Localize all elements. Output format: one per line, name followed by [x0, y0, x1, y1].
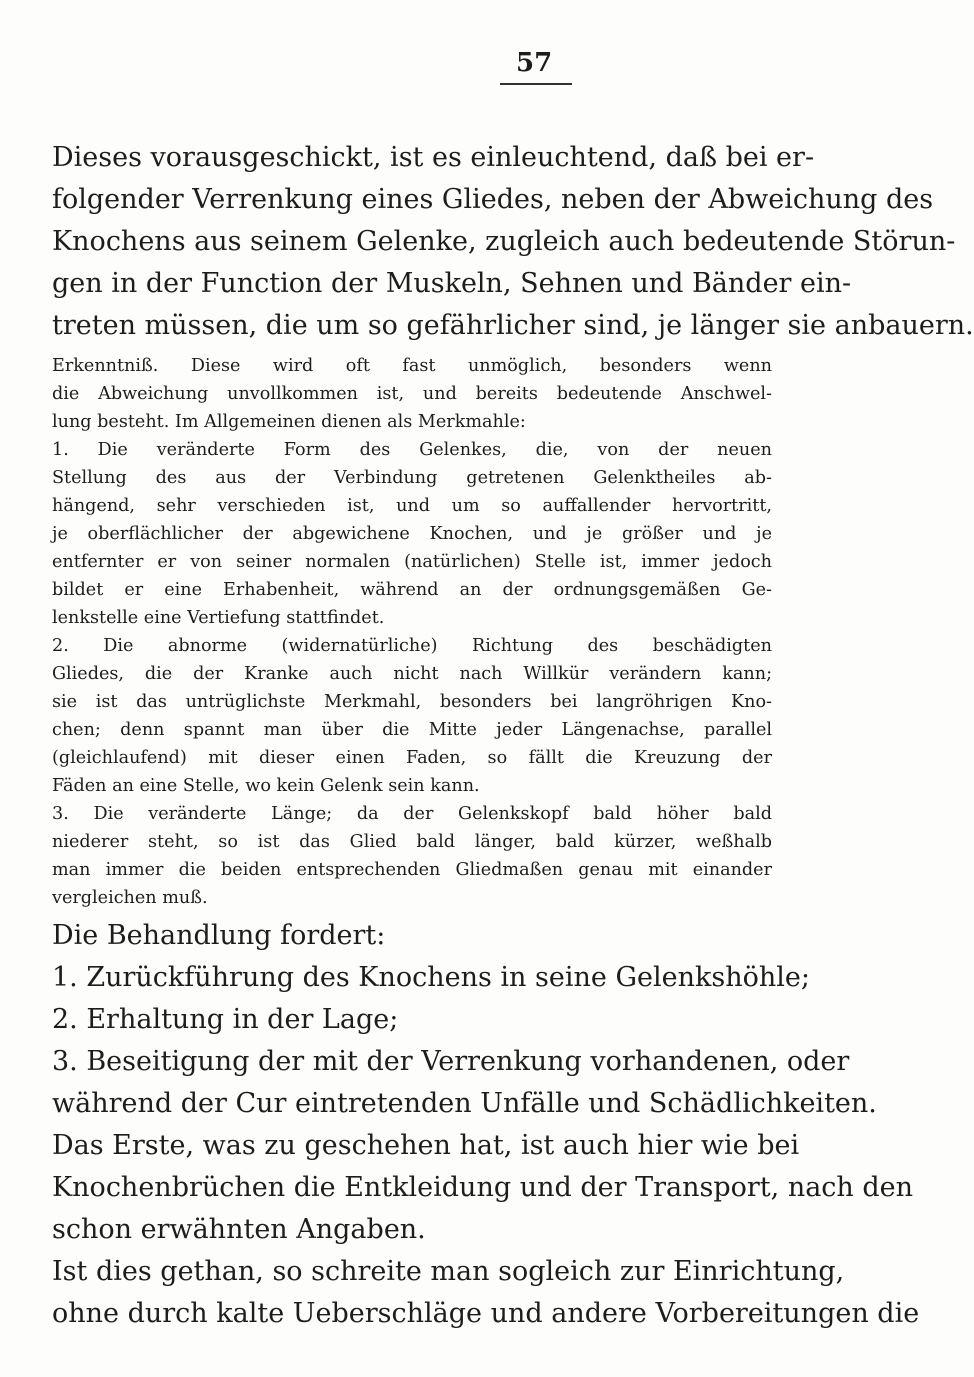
text-line: 3. Beseitigung der mit der Verrenkung vorhandenen, oder [52, 1046, 850, 1077]
text-line: treten müssen, die um so gefährlicher sind, je länger sie anbauern. [52, 310, 974, 341]
text-line: ohne durch kalte Ueberschläge und andere Vorbereitungen die [52, 1298, 920, 1329]
text-line: entfernter er von seiner normalen (natürlichen) Stelle ist, immer jedoch [52, 552, 772, 572]
text-line: niederer steht, so ist das Glied bald länger, bald kürzer, weßhalb [52, 832, 772, 852]
text-line: folgender Verrenkung eines Gliedes, neben der Abweichung des [52, 184, 934, 215]
text-line: Erkenntniß. Diese wird oft fast unmöglich, besonders wenn [52, 356, 772, 376]
page-number: 57 [516, 48, 553, 78]
text-line: sie ist das untrüglichste Merkmahl, besonders bei langröhrigen Kno- [52, 692, 772, 712]
text-line: 2. Die abnorme (widernatürliche) Richtung des beschädigten [52, 636, 772, 656]
text-line: Fäden an eine Stelle, wo kein Gelenk sein kann. [52, 776, 480, 796]
text-line: 2. Erhaltung in der Lage; [52, 1004, 399, 1035]
text-line: hängend, sehr verschieden ist, und um so auffallender hervortritt, [52, 496, 772, 516]
text-line: Ist dies gethan, so schreite man sogleich zur Einrichtung, [52, 1256, 845, 1287]
text-line: die Abweichung unvollkommen ist, und bereits bedeutende Anschwel- [52, 384, 772, 404]
text-line: je oberflächlicher der abgewichene Knochen, und je größer und je [52, 524, 772, 544]
text-line: 1. Zurückführung des Knochens in seine Gelenkshöhle; [52, 962, 810, 993]
text-line: 3. Die veränderte Länge; da der Gelenkskopf bald höher bald [52, 804, 772, 824]
text-line: vergleichen muß. [52, 888, 208, 908]
text-line: 1. Die veränderte Form des Gelenkes, die, von der neuen [52, 440, 772, 460]
text-line: während der Cur eintretenden Unfälle und Schädlichkeiten. [52, 1088, 877, 1119]
text-line: bildet er eine Erhabenheit, während an der ordnungsgemäßen Ge- [52, 580, 772, 600]
text-line: (gleichlaufend) mit dieser einen Faden, so fällt die Kreuzung der [52, 748, 772, 768]
text-line: Das Erste, was zu geschehen hat, ist auch hier wie bei [52, 1130, 800, 1161]
page-number-rule [500, 83, 572, 85]
text-line: Dieses vorausgeschickt, ist es einleuchtend, daß bei er- [52, 142, 815, 173]
text-line: gen in der Function der Muskeln, Sehnen und Bänder ein- [52, 268, 852, 299]
text-line: Knochenbrüchen die Entkleidung und der Transport, nach den [52, 1172, 914, 1203]
text-line: Gliedes, die der Kranke auch nicht nach Willkür verändern kann; [52, 664, 772, 684]
text-line: Stellung des aus der Verbindung getretenen Gelenktheiles ab- [52, 468, 772, 488]
text-line: lung besteht. Im Allgemeinen dienen als Merkmahle: [52, 412, 526, 432]
text-line: lenkstelle eine Vertiefung stattfindet. [52, 608, 385, 628]
text-line: chen; denn spannt man über die Mitte jeder Längenachse, parallel [52, 720, 772, 740]
text-line: Knochens aus seinem Gelenke, zugleich auch bedeutende Störun- [52, 226, 956, 257]
text-line: man immer die beiden entsprechenden Gliedmaßen genau mit einander [52, 860, 772, 880]
text-line: Die Behandlung fordert: [52, 920, 386, 951]
text-line: schon erwähnten Angaben. [52, 1214, 426, 1245]
